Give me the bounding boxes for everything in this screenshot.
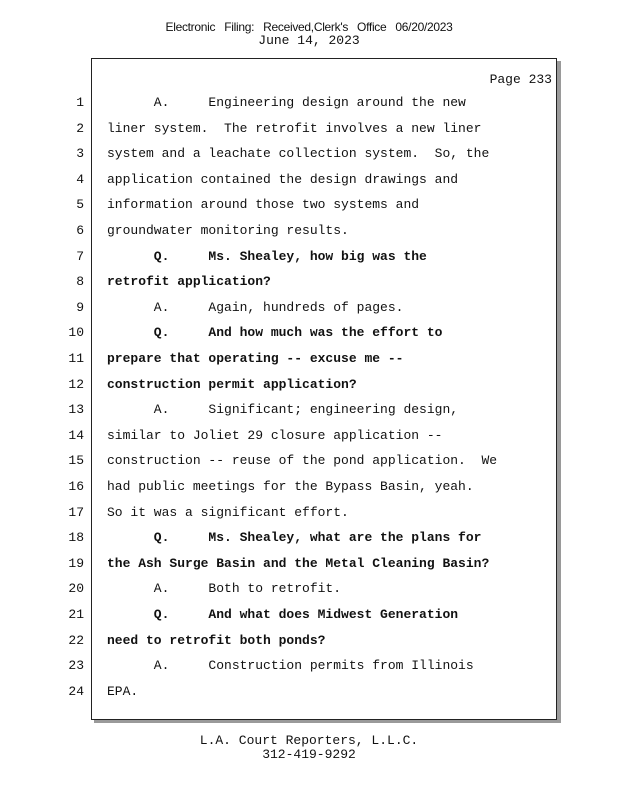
transcript-line xyxy=(0,249,560,273)
line-text: similar to Joliet 29 closure application -- xyxy=(107,427,443,443)
line-text: groundwater monitoring results. xyxy=(107,223,349,238)
line-number: 20 xyxy=(68,581,84,597)
transcript-line xyxy=(0,351,560,375)
transcript-line xyxy=(0,300,560,324)
line-number: 7 xyxy=(76,248,84,264)
line-number: 1 xyxy=(76,95,84,110)
line-number: 23 xyxy=(68,658,84,674)
line-number: 6 xyxy=(76,223,84,238)
transcript-line xyxy=(0,684,560,708)
line-number: 14 xyxy=(68,427,84,443)
transcript-line xyxy=(0,121,560,145)
line-number: 21 xyxy=(68,607,84,622)
transcript-line xyxy=(0,581,560,605)
transcript-line xyxy=(0,453,560,477)
line-text: Q. Ms. Shealey, how big was the xyxy=(107,248,427,264)
transcript-line xyxy=(0,325,560,349)
line-text: Q. And how much was the effort to xyxy=(107,325,443,341)
transcript-line xyxy=(0,146,560,170)
line-text: application contained the design drawings and xyxy=(107,171,459,187)
transcript-line xyxy=(0,479,560,503)
reporter-phone: 312-419-9292 xyxy=(262,747,356,762)
transcript-line xyxy=(0,607,560,631)
line-number: 17 xyxy=(68,504,84,520)
line-text: A. Again, hundreds of pages. xyxy=(107,299,404,315)
filing-stamp: Electronic Filing: Received,Clerk's Office 06/20/2023 xyxy=(165,20,453,34)
line-text: A. Engineering design around the new xyxy=(107,95,466,110)
transcript-line xyxy=(0,197,560,221)
transcript-line xyxy=(0,95,560,119)
line-number: 15 xyxy=(68,453,84,469)
line-text: retrofit application? xyxy=(107,274,271,290)
line-number: 18 xyxy=(68,530,84,546)
line-number: 16 xyxy=(68,479,84,494)
line-text: information around those two systems and xyxy=(107,197,420,213)
line-text: EPA. xyxy=(107,683,139,699)
line-number: 13 xyxy=(68,402,84,418)
transcript-line xyxy=(0,530,560,554)
line-text: construction -- reuse of the pond application. We xyxy=(107,453,498,469)
line-text: A. Construction permits from Illinois xyxy=(107,658,474,674)
transcript-line xyxy=(0,556,560,580)
line-text: liner system. The retrofit involves a new liner xyxy=(107,120,482,136)
transcript-line xyxy=(0,658,560,682)
line-text: A. Both to retrofit. xyxy=(107,581,342,597)
line-number: 2 xyxy=(76,120,84,136)
line-text: the Ash Surge Basin and the Metal Cleaning Basin? xyxy=(107,555,490,571)
line-number: 12 xyxy=(68,376,84,392)
transcript-line xyxy=(0,402,560,426)
line-number: 9 xyxy=(76,299,84,315)
line-number: 24 xyxy=(68,683,84,699)
line-text: Q. Ms. Shealey, what are the plans for xyxy=(107,530,482,546)
transcript-line xyxy=(0,223,560,247)
reporter-footer xyxy=(0,734,618,762)
line-number: 4 xyxy=(76,171,84,187)
line-text: prepare that operating -- excuse me -- xyxy=(107,351,404,366)
line-number: 19 xyxy=(68,555,84,571)
line-text: need to retrofit both ponds? xyxy=(107,632,326,648)
page-number: Page 233 xyxy=(489,72,552,87)
line-text: So it was a significant effort. xyxy=(107,504,349,520)
transcript-line xyxy=(0,633,560,657)
transcript-line xyxy=(0,274,560,298)
line-text: system and a leachate collection system. So, the xyxy=(107,146,490,162)
line-number: 8 xyxy=(76,274,84,290)
transcript-line xyxy=(0,377,560,401)
filing-header xyxy=(0,20,618,48)
line-number: 11 xyxy=(68,351,84,366)
line-number: 22 xyxy=(68,632,84,648)
line-text: construction permit application? xyxy=(107,376,357,392)
line-text: A. Significant; engineering design, xyxy=(107,402,459,418)
line-number: 10 xyxy=(68,325,84,341)
transcript-line xyxy=(0,505,560,529)
reporter-company: L.A. Court Reporters, L.L.C. xyxy=(199,733,419,748)
line-text: had public meetings for the Bypass Basin, yeah. xyxy=(107,479,474,494)
line-number: 5 xyxy=(76,197,84,213)
line-number: 3 xyxy=(76,146,84,162)
transcript-line xyxy=(0,172,560,196)
transcript-line xyxy=(0,428,560,452)
line-text: Q. And what does Midwest Generation xyxy=(107,607,459,622)
deposition-date: June 14, 2023 xyxy=(258,33,360,48)
